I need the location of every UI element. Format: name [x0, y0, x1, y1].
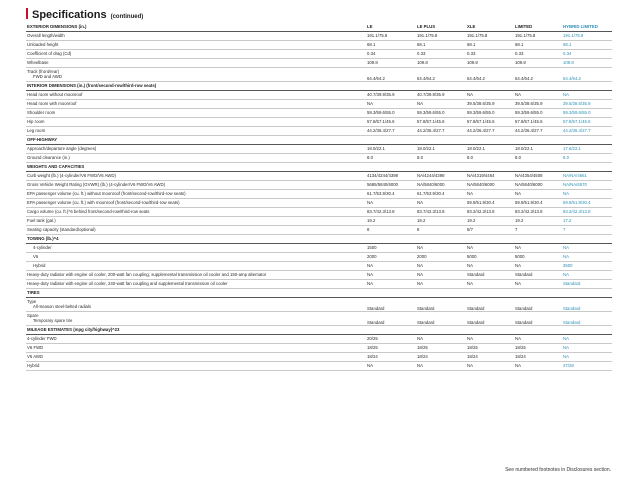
spec-value: NA [466, 190, 514, 199]
disclosures-footnote: See numbered footnotes in Disclosures section. [505, 467, 611, 473]
spec-row [26, 253, 612, 262]
spec-label-text: Ground clearance (in.) [27, 154, 70, 160]
spec-value: NA [416, 199, 466, 208]
spec-value: NA/4244/4398 [416, 172, 466, 181]
spec-value: 64.4/64.2 [466, 68, 514, 82]
spec-label [26, 271, 366, 280]
spec-value: Standard [514, 271, 562, 280]
spec-row [26, 118, 612, 127]
spec-label [26, 41, 366, 50]
spec-value: NA/NA/6570 [562, 181, 612, 190]
spec-value: NA [466, 91, 514, 100]
section-spacer [416, 326, 466, 335]
section-spacer [562, 289, 612, 298]
spec-row [26, 50, 612, 59]
spec-value: 64.4/64.2 [416, 68, 466, 82]
spec-value: 0.33 [466, 50, 514, 59]
section-spacer [562, 326, 612, 335]
spec-value: 59.9/51.9/30.4 [514, 199, 562, 208]
section-spacer [466, 235, 514, 244]
section-spacer [366, 136, 416, 145]
spec-value: 7 [514, 226, 562, 235]
section-header-row [26, 289, 612, 298]
spec-value: NA [366, 100, 416, 109]
spec-label-text: Cargo volume (cu. ft.)^6 behind front/second-row/third-row seats [27, 208, 150, 214]
spec-value: 17.2 [562, 217, 612, 226]
spec-value: 0.34 [562, 50, 612, 59]
spec-label-text: Overall length/width [27, 32, 65, 38]
spec-value: Standard [466, 271, 514, 280]
spec-value: 20/25 [366, 335, 416, 344]
spec-row [26, 217, 612, 226]
section-spacer [416, 136, 466, 145]
spec-value: 64.4/64.2 [366, 68, 416, 82]
spec-value: 109.8 [562, 59, 612, 68]
column-header: LIMITED [514, 23, 562, 32]
section-spacer [416, 289, 466, 298]
column-header: LE PLUS [416, 23, 466, 32]
spec-value: NA [366, 271, 416, 280]
spec-row [26, 127, 612, 136]
spec-label [26, 335, 366, 344]
section-spacer [514, 289, 562, 298]
spec-value: 83.7/42.3/13.8 [366, 208, 416, 217]
section-spacer [366, 326, 416, 335]
section-header-row [26, 136, 612, 145]
spec-label-text: Seating capacity (standard/optional) [27, 226, 96, 232]
spec-sublabel-text: FWD and AWD [33, 74, 62, 79]
spec-value: 8 [416, 226, 466, 235]
spec-label [26, 109, 366, 118]
spec-value: 83.7/42.3/13.8 [416, 208, 466, 217]
section-title: TIRES [26, 289, 366, 298]
spec-label [26, 344, 366, 353]
spec-label [26, 262, 366, 271]
spec-label [26, 298, 366, 312]
column-header: XLE [466, 23, 514, 32]
spec-value: NA [562, 271, 612, 280]
spec-value: NA [466, 362, 514, 371]
section-spacer [514, 163, 562, 172]
spec-value: 27/28 [562, 362, 612, 371]
spec-label [26, 226, 366, 235]
spec-value: NA [514, 280, 562, 289]
spec-value: 68.1 [562, 41, 612, 50]
page-title [26, 8, 143, 21]
spec-label [26, 91, 366, 100]
spec-value: 57.8/57.1/45.6 [562, 118, 612, 127]
spec-row [26, 208, 612, 217]
spec-value: 2000 [416, 253, 466, 262]
spec-value: 5000 [466, 253, 514, 262]
spec-value: 57.8/57.1/45.6 [466, 118, 514, 127]
spec-value: NA/NA/4661 [562, 172, 612, 181]
spec-row [26, 181, 612, 190]
spec-label [26, 217, 366, 226]
spec-label-text: Type [27, 298, 37, 304]
spec-label-text: Gross Vehicle Weight Rating (GVWR) (lb.) (4-cylinder/V6 FWD/V6 AWD) [27, 181, 166, 187]
spec-value: Standard [562, 280, 612, 289]
spec-value: 44.2/36.4/27.7 [416, 127, 466, 136]
spec-value: 7 [562, 226, 612, 235]
spec-label [26, 59, 366, 68]
spec-value: 109.8 [366, 59, 416, 68]
spec-value: 44.2/36.4/27.7 [514, 127, 562, 136]
spec-label-text: Wheelbase [27, 59, 49, 65]
spec-value: Standard [562, 298, 612, 312]
spec-row [26, 100, 612, 109]
section-spacer [514, 82, 562, 91]
spec-row [26, 190, 612, 199]
spec-value: 57.8/57.1/45.6 [366, 118, 416, 127]
spec-value: 191.1/75.8 [562, 32, 612, 41]
spec-value: 1500 [366, 244, 416, 253]
spec-label [26, 50, 366, 59]
section-spacer [562, 235, 612, 244]
spec-value: 17.6/22.1 [562, 145, 612, 154]
spec-value: NA [416, 262, 466, 271]
spec-label [26, 244, 366, 253]
spec-row [26, 154, 612, 163]
spec-value: NA [416, 362, 466, 371]
spec-value: 39.5/38.6/35.9 [514, 100, 562, 109]
spec-value: 44.2/36.4/27.7 [562, 127, 612, 136]
spec-value: 59.3/59.6/55.0 [366, 109, 416, 118]
specifications-table-body [26, 23, 612, 371]
spec-row [26, 172, 612, 181]
spec-row [26, 68, 612, 82]
accent-bar [26, 8, 28, 19]
spec-value: 19.2 [416, 217, 466, 226]
spec-label-text: V6 [33, 253, 39, 259]
spec-value: 18/24 [366, 353, 416, 362]
page-title-text: Specifications [32, 9, 107, 21]
spec-value: 83.2/42.3/13.8 [514, 208, 562, 217]
spec-label-text: Coefficient of drag (Cd) [27, 50, 72, 56]
spec-value: 8/7 [466, 226, 514, 235]
column-header-row [26, 23, 612, 32]
spec-label [26, 181, 366, 190]
section-spacer [416, 82, 466, 91]
spec-value: NA [416, 271, 466, 280]
spec-value: 18/24 [466, 353, 514, 362]
spec-value: 64.4/64.2 [514, 68, 562, 82]
spec-value: 19.2 [466, 217, 514, 226]
spec-value: NA [562, 253, 612, 262]
spec-value: 68.1 [366, 41, 416, 50]
spec-value: 18/25 [366, 344, 416, 353]
spec-value: NA [466, 335, 514, 344]
spec-value: 8 [366, 226, 416, 235]
spec-value: NA/5840/6000 [416, 181, 466, 190]
spec-row [26, 262, 612, 271]
spec-value: 109.8 [514, 59, 562, 68]
spec-value: NA [562, 353, 612, 362]
spec-value: Standard [416, 312, 466, 326]
spec-value: NA [416, 244, 466, 253]
spec-label [26, 208, 366, 217]
spec-value: 64.4/64.2 [562, 68, 612, 82]
section-title: TOWING (lb.)^4 [26, 235, 366, 244]
section-spacer [514, 235, 562, 244]
spec-value: Standard [416, 298, 466, 312]
section-spacer [466, 289, 514, 298]
spec-value: Standard [466, 312, 514, 326]
spec-value: 191.1/75.8 [514, 32, 562, 41]
spec-value: 61.7/53.9/30.4 [416, 190, 466, 199]
spec-label-text: Unloaded height [27, 41, 59, 47]
spec-row [26, 41, 612, 50]
spec-label [26, 145, 366, 154]
spec-value: NA [514, 190, 562, 199]
spec-value: 8.0 [466, 154, 514, 163]
spec-value: 44.2/36.4/27.7 [466, 127, 514, 136]
spec-value: 18.0/22.1 [514, 145, 562, 154]
spec-label-text: Hip room [27, 118, 45, 124]
spec-value: 2000 [366, 253, 416, 262]
spec-value: NA [514, 244, 562, 253]
spec-value: Standard [466, 298, 514, 312]
spec-value: 191.1/75.8 [466, 32, 514, 41]
spec-label [26, 253, 366, 262]
spec-sublabel-text: All-Season steel-belted radials [33, 304, 92, 309]
spec-value: NA [466, 262, 514, 271]
section-spacer [366, 163, 416, 172]
spec-label [26, 190, 366, 199]
spec-label-text: Head room without moonroof [27, 91, 83, 97]
spec-value: 109.8 [466, 59, 514, 68]
spec-value: 0.34 [366, 50, 416, 59]
column-header: LE [366, 23, 416, 32]
spec-value: 18.0/22.1 [366, 145, 416, 154]
spec-label-text: Leg room [27, 127, 46, 133]
spec-value: NA [366, 280, 416, 289]
spec-value: 59.9/51.9/30.4 [562, 199, 612, 208]
spec-value: Standard [366, 312, 416, 326]
spec-row [26, 145, 612, 154]
spec-value: 8.0 [366, 154, 416, 163]
spec-label-text: Head room with moonroof [27, 100, 77, 106]
spec-row [26, 226, 612, 235]
spec-value: Standard [366, 298, 416, 312]
spec-value: NA [416, 280, 466, 289]
spec-value: 68.1 [416, 41, 466, 50]
spec-value: NA [514, 91, 562, 100]
spec-value: 83.2/42.3/13.8 [466, 208, 514, 217]
spec-value: 18/24 [416, 353, 466, 362]
spec-value: NA [416, 335, 466, 344]
spec-value: 68.1 [514, 41, 562, 50]
spec-value: NA/4354/4508 [514, 172, 562, 181]
spec-value: Standard [514, 312, 562, 326]
spec-value: 0.33 [416, 50, 466, 59]
spec-label [26, 32, 366, 41]
spec-value: NA [416, 100, 466, 109]
spec-label-text: 4-cylinder [33, 244, 52, 250]
spec-value: NA [562, 344, 612, 353]
spec-label-text: 4-cylinder FWD [27, 335, 57, 341]
spec-sublabel-text: Temporary spare tire [33, 318, 73, 323]
spec-label-text: Hybrid [27, 362, 40, 368]
spec-label [26, 199, 366, 208]
section-spacer [514, 326, 562, 335]
spec-label [26, 118, 366, 127]
spec-value: 18.0/22.1 [416, 145, 466, 154]
spec-label-text: V6 AWD [27, 353, 44, 359]
spec-label-text: V6 FWD [27, 344, 44, 350]
spec-label-text: Heavy-duty radiator with engine oil cooler, 240-watt fan coupling and supplemental transmission oil cooler [27, 280, 228, 286]
spec-value: 18/25 [514, 344, 562, 353]
spec-value: NA [366, 262, 416, 271]
spec-value: NA [562, 335, 612, 344]
spec-value: 19.2 [366, 217, 416, 226]
spec-value: NA/4319/4464 [466, 172, 514, 181]
spec-label [26, 353, 366, 362]
spec-label [26, 100, 366, 109]
spec-label-text: Fuel tank (gal.) [27, 217, 56, 223]
section-spacer [366, 82, 416, 91]
spec-value: 8.0 [514, 154, 562, 163]
spec-label [26, 68, 366, 82]
spec-value: 8.0 [562, 154, 612, 163]
spec-value: 40.7/39.9/35.9 [366, 91, 416, 100]
spec-label-text: Track (front/rear) [27, 68, 60, 74]
spec-row [26, 335, 612, 344]
spec-value: NA/5840/6000 [514, 181, 562, 190]
spec-value: NA [562, 244, 612, 253]
spec-value: NA [366, 199, 416, 208]
spec-value: 3500 [562, 262, 612, 271]
spec-row [26, 109, 612, 118]
spec-value: NA [562, 91, 612, 100]
spec-row [26, 298, 612, 312]
spec-value: 59.3/59.6/55.0 [466, 109, 514, 118]
section-header-row [26, 326, 612, 335]
section-spacer [366, 235, 416, 244]
spec-value: 39.5/38.6/35.9 [466, 100, 514, 109]
spec-row [26, 280, 612, 289]
section-spacer [466, 163, 514, 172]
spec-label [26, 172, 366, 181]
spec-row [26, 32, 612, 41]
spec-value: 59.3/59.6/55.0 [416, 109, 466, 118]
spec-value: 0.33 [514, 50, 562, 59]
spec-label-text: Spare [27, 312, 39, 318]
spec-label [26, 127, 366, 136]
spec-label-text: Curb weight (lb.) (4-cylinder/V6 FWD/V6 AWD) [27, 172, 116, 178]
spec-row [26, 312, 612, 326]
section-title: OFF-HIGHWAY [26, 136, 366, 145]
spec-row [26, 91, 612, 100]
spec-value: Standard [562, 312, 612, 326]
section-spacer [466, 136, 514, 145]
spec-value: NA [562, 190, 612, 199]
section-spacer [562, 163, 612, 172]
spec-value: 57.8/57.1/45.6 [514, 118, 562, 127]
spec-value: 18.0/22.1 [466, 145, 514, 154]
section-spacer [562, 82, 612, 91]
spec-value: 191.1/75.8 [366, 32, 416, 41]
section-spacer [416, 235, 466, 244]
spec-value: 18/25 [466, 344, 514, 353]
spec-value: 83.2/42.3/13.8 [562, 208, 612, 217]
section-spacer [514, 136, 562, 145]
spec-value: Standard [514, 298, 562, 312]
spec-value: 57.8/57.1/45.6 [416, 118, 466, 127]
spec-value: 191.1/75.8 [416, 32, 466, 41]
spec-value: 5000 [514, 253, 562, 262]
section-spacer [562, 136, 612, 145]
spec-label [26, 154, 366, 163]
spec-value: NA/5840/6000 [466, 181, 514, 190]
spec-value: 61.7/53.9/30.4 [366, 190, 416, 199]
column-header: HYBRID LIMITED [562, 23, 612, 32]
spec-value: NA [514, 362, 562, 371]
spec-row [26, 353, 612, 362]
spec-value: 18/24 [514, 353, 562, 362]
spec-value: 8.0 [416, 154, 466, 163]
spec-label [26, 362, 366, 371]
spec-value: 59.3/59.6/55.0 [562, 109, 612, 118]
spec-label-text: EPA passenger volume (cu. ft.) without moonroof (front/second-row/third-row seats) [27, 190, 186, 196]
spec-value: 68.1 [466, 41, 514, 50]
spec-row [26, 59, 612, 68]
section-spacer [416, 163, 466, 172]
spec-value: 5685/5840/6000 [366, 181, 416, 190]
spec-row [26, 362, 612, 371]
page-subtitle: (continued) [110, 14, 144, 20]
spec-value: 19.2 [514, 217, 562, 226]
spec-label-text: Shoulder room [27, 109, 56, 115]
spec-label-text: Heavy-duty radiator with engine oil cooler, 200-watt fan coupling, supplemental transmission oil cooler and 150-amp alternator [27, 271, 267, 277]
specifications-table [26, 23, 612, 371]
spec-value: 40.7/39.9/35.9 [416, 91, 466, 100]
spec-value: NA [514, 335, 562, 344]
section-spacer [466, 326, 514, 335]
section-title: EXTERIOR DIMENSIONS (in.) [26, 23, 366, 32]
spec-label-text: Hybrid [33, 262, 46, 268]
section-header-row [26, 82, 612, 91]
spec-value: NA [466, 280, 514, 289]
spec-label-text: Approach/departure angle (degrees) [27, 145, 97, 151]
spec-label [26, 280, 366, 289]
spec-value: 59.9/51.9/30.4 [466, 199, 514, 208]
spec-value: NA [466, 244, 514, 253]
spec-value: 4134/4244/4398 [366, 172, 416, 181]
spec-row [26, 244, 612, 253]
section-header-row [26, 235, 612, 244]
spec-label [26, 312, 366, 326]
section-title: WEIGHTS AND CAPACITIES [26, 163, 366, 172]
spec-value: 59.3/59.6/55.0 [514, 109, 562, 118]
spec-row [26, 344, 612, 353]
section-title: MILEAGE ESTIMATES (mpg city/highway)^23 [26, 326, 366, 335]
section-title: INTERIOR DIMENSIONS (in.) (front/second-row/third-row seats) [26, 82, 366, 91]
section-spacer [466, 82, 514, 91]
spec-value: NA [366, 362, 416, 371]
spec-value: 39.5/38.6/35.9 [562, 100, 612, 109]
section-header-row [26, 163, 612, 172]
spec-value: 109.8 [416, 59, 466, 68]
spec-row [26, 271, 612, 280]
spec-value: NA [514, 262, 562, 271]
section-spacer [366, 289, 416, 298]
spec-row [26, 199, 612, 208]
spec-label-text: EPA passenger volume (cu. ft.) with moonroof (front/second-row/third-row seats) [27, 199, 180, 205]
spec-value: 44.2/36.4/27.7 [366, 127, 416, 136]
spec-value: 18/25 [416, 344, 466, 353]
